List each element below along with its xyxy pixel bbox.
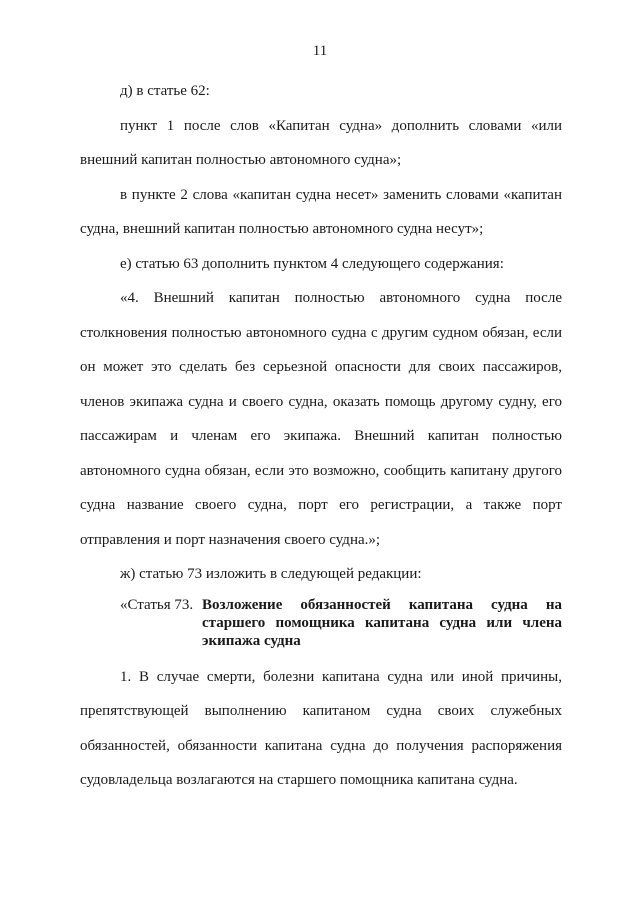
article-heading [80, 596, 562, 650]
page-number: 11 [312, 43, 328, 59]
paragraph-article-63-intro: е) статью 63 дополнить пунктом 4 следующего содержания: [120, 255, 504, 272]
article-title: Возложение обязанностей капитана судна на старшего помощника капитана судна или члена экипажа судна [202, 596, 562, 649]
paragraph-article-73-intro: ж) статью 73 изложить в следующей редакции: [120, 566, 422, 582]
paragraph-article-62-point-1: пункт 1 после слов «Капитан судна» дополнить словами «или внешний капитан полностью автономного судна»; [80, 117, 562, 168]
paragraph-article-63-point-4: «4. Внешний капитан полностью автономного судна после столкновения полностью автономного судна с другим судном обязан, если он может это сделать без серьезной опасности для своих пассажиров, членов экипажа судна и своего судна, оказать помощь другому судну, его пассажирам и членам его экипажа. Внешний капитан полностью автономного судна обязан, если это возможно, сообщить капитану другого судна название своего судна, порт его регистрации, а также порт отправления и порт назначения своего судна.»; [80, 290, 562, 548]
document-body [80, 74, 562, 798]
paragraph-article-62-point-2: в пункте 2 слова «капитан судна несет» заменить словами «капитан судна, внешний капитан полностью автономного судна несут»; [80, 186, 562, 237]
article-number: «Статья 73. [120, 596, 194, 613]
paragraph-article-62-intro: д) в статье 62: [120, 83, 210, 99]
paragraph-article-73-point-1: 1. В случае смерти, болезни капитана судна или иной причины, препятствующей выполнению капитаном судна своих служебных обязанностей, обязанности капитана судна до получения распоряжения судовладельца возлагаются на старшего помощника капитана судна. [80, 668, 562, 788]
